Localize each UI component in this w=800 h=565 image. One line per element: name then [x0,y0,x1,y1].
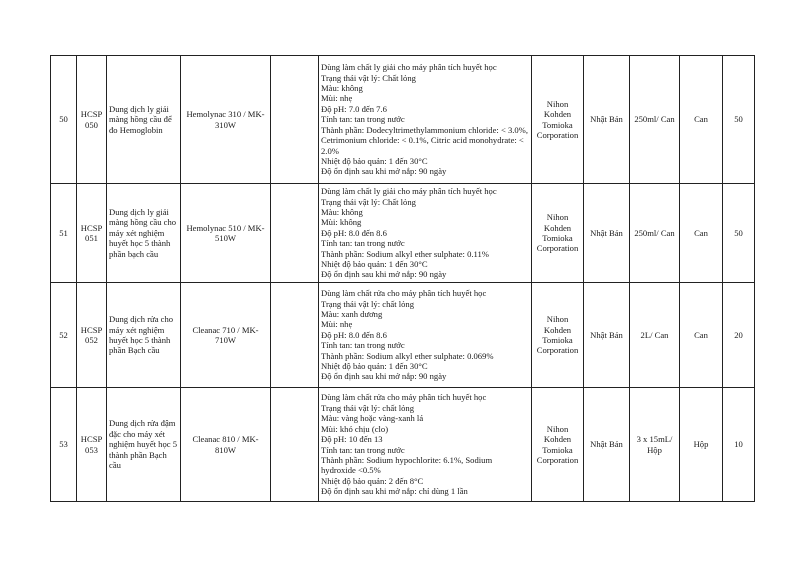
desc-line: Màu: xanh dương [321,308,383,319]
desc-line: Độ ổn định sau khi mở nắp: 90 ngày [321,166,447,177]
desc-line: Nhiệt độ bảo quản: 1 đến 30°C [321,259,428,270]
product-name: Dung dịch ly giải màng hồng cầu để đo Hemoglobin [107,56,181,184]
product-description [319,56,532,184]
product-code: HCSP 053 [77,388,107,502]
row-number: 51 [51,184,77,283]
table-row [51,56,755,184]
desc-line: Tính tan: tan trong nước [321,114,405,125]
quantity: 50 [723,184,755,283]
desc-line: Độ ổn định sau khi mở nắp: 90 ngày [321,371,447,382]
row-number: 53 [51,388,77,502]
empty-cell [271,56,319,184]
product-description [319,283,532,388]
desc-line: Độ pH: 8.0 đến 8.6 [321,227,387,238]
desc-line: Trạng thái vật lý: chất lỏng [321,298,415,309]
unit: Can [680,283,723,388]
product-description [319,184,532,283]
product-model: Hemolynac 310 / MK-310W [181,56,271,184]
desc-line: Dùng làm chất ly giải cho máy phân tích huyết học [321,186,497,197]
desc-line: Thành phần: Sodium alkyl ether sulphate: 0.11% [321,248,489,259]
packaging: 2L/ Can [630,283,680,388]
manufacturer: Nihon Kohden Tomioka Corporation [532,184,584,283]
empty-cell [271,283,319,388]
desc-line: Mùi: khó chịu (clo) [321,423,389,434]
product-model: Cleanac 710 / MK-710W [181,283,271,388]
desc-line: Độ pH: 8.0 đến 8.6 [321,329,387,340]
desc-line: Nhiệt độ bảo quản: 1 đến 30°C [321,361,428,372]
quantity: 50 [723,56,755,184]
unit: Can [680,56,723,184]
desc-line: Thành phần: Sodium hypochlorite: 6.1%, Sodium hydroxide <0.5% [321,454,493,476]
desc-line: Trạng thái vật lý: Chất lỏng [321,72,416,83]
desc-line: Màu: không [321,206,363,217]
desc-line: Trạng thái vật lý: Chất lỏng [321,196,416,207]
desc-line: Nhiệt độ bảo quản: 1 đến 30°C [321,155,428,166]
country: Nhật Bản [584,388,630,502]
manufacturer: Nihon Kohden Tomioka Corporation [532,56,584,184]
desc-line: Màu: không [321,83,363,94]
product-table [50,55,755,502]
desc-line: Nhiệt độ bảo quản: 2 đến 8°C [321,475,424,486]
product-name: Dung dịch rửa đậm đặc cho máy xét nghiệm huyết học 5 thành phần Bạch cầu [107,388,181,502]
desc-line: Màu: vàng hoặc vàng-xanh lá [321,413,424,424]
country: Nhật Bản [584,56,630,184]
desc-line: Dùng làm chất rửa cho máy phân tích huyết học [321,288,487,299]
desc-line: Mùi: không [321,217,362,228]
unit: Can [680,184,723,283]
unit: Hộp [680,388,723,502]
empty-cell [271,184,319,283]
product-name: Dung dịch ly giải màng hồng cầu cho máy xét nghiệm huyết học 5 thành phần bạch cầu [107,184,181,283]
manufacturer: Nihon Kohden Tomioka Corporation [532,388,584,502]
desc-line: Mùi: nhẹ [321,319,353,330]
row-number: 52 [51,283,77,388]
product-code: HCSP 050 [77,56,107,184]
desc-line: Tính tan: tan trong nước [321,238,405,249]
desc-line: Độ pH: 10 đến 13 [321,434,383,445]
product-description [319,388,532,502]
country: Nhật Bản [584,184,630,283]
packaging: 250ml/ Can [630,56,680,184]
desc-line: Độ ổn định sau khi mở nắp: 90 ngày [321,269,447,280]
desc-line: Trạng thái vật lý: chất lỏng [321,402,415,413]
packaging: 3 x 15mL/ Hộp [630,388,680,502]
table-row [51,283,755,388]
table-row [51,388,755,502]
quantity: 20 [723,283,755,388]
empty-cell [271,388,319,502]
desc-line: Thành phần: Dodecyltrimethylammonium chloride: < 3.0%, Cetrimonium chloride: < 0.1%, Citric acid monohydrate: < 2.0% [321,124,528,156]
product-model: Hemolynac 510 / MK-510W [181,184,271,283]
desc-line: Độ ổn định sau khi mở nắp: chỉ dùng 1 lần [321,486,468,497]
product-model: Cleanac 810 / MK-810W [181,388,271,502]
manufacturer: Nihon Kohden Tomioka Corporation [532,283,584,388]
desc-line: Thành phần: Sodium alkyl ether sulphate: 0.069% [321,350,494,361]
desc-line: Dùng làm chất ly giải cho máy phân tích huyết học [321,62,497,73]
desc-line: Độ pH: 7.0 đến 7.6 [321,103,387,114]
product-name: Dung dịch rửa cho máy xét nghiệm huyết học 5 thành phần Bạch cầu [107,283,181,388]
desc-line: Tính tan: tan trong nước [321,340,405,351]
row-number: 50 [51,56,77,184]
packaging: 250ml/ Can [630,184,680,283]
product-code: HCSP 052 [77,283,107,388]
desc-line: Tính tan: tan trong nước [321,444,405,455]
desc-line: Mùi: nhẹ [321,93,353,104]
product-code: HCSP 051 [77,184,107,283]
country: Nhật Bản [584,283,630,388]
desc-line: Dùng làm chất rửa cho máy phân tích huyết học [321,392,487,403]
table-row [51,184,755,283]
quantity: 10 [723,388,755,502]
